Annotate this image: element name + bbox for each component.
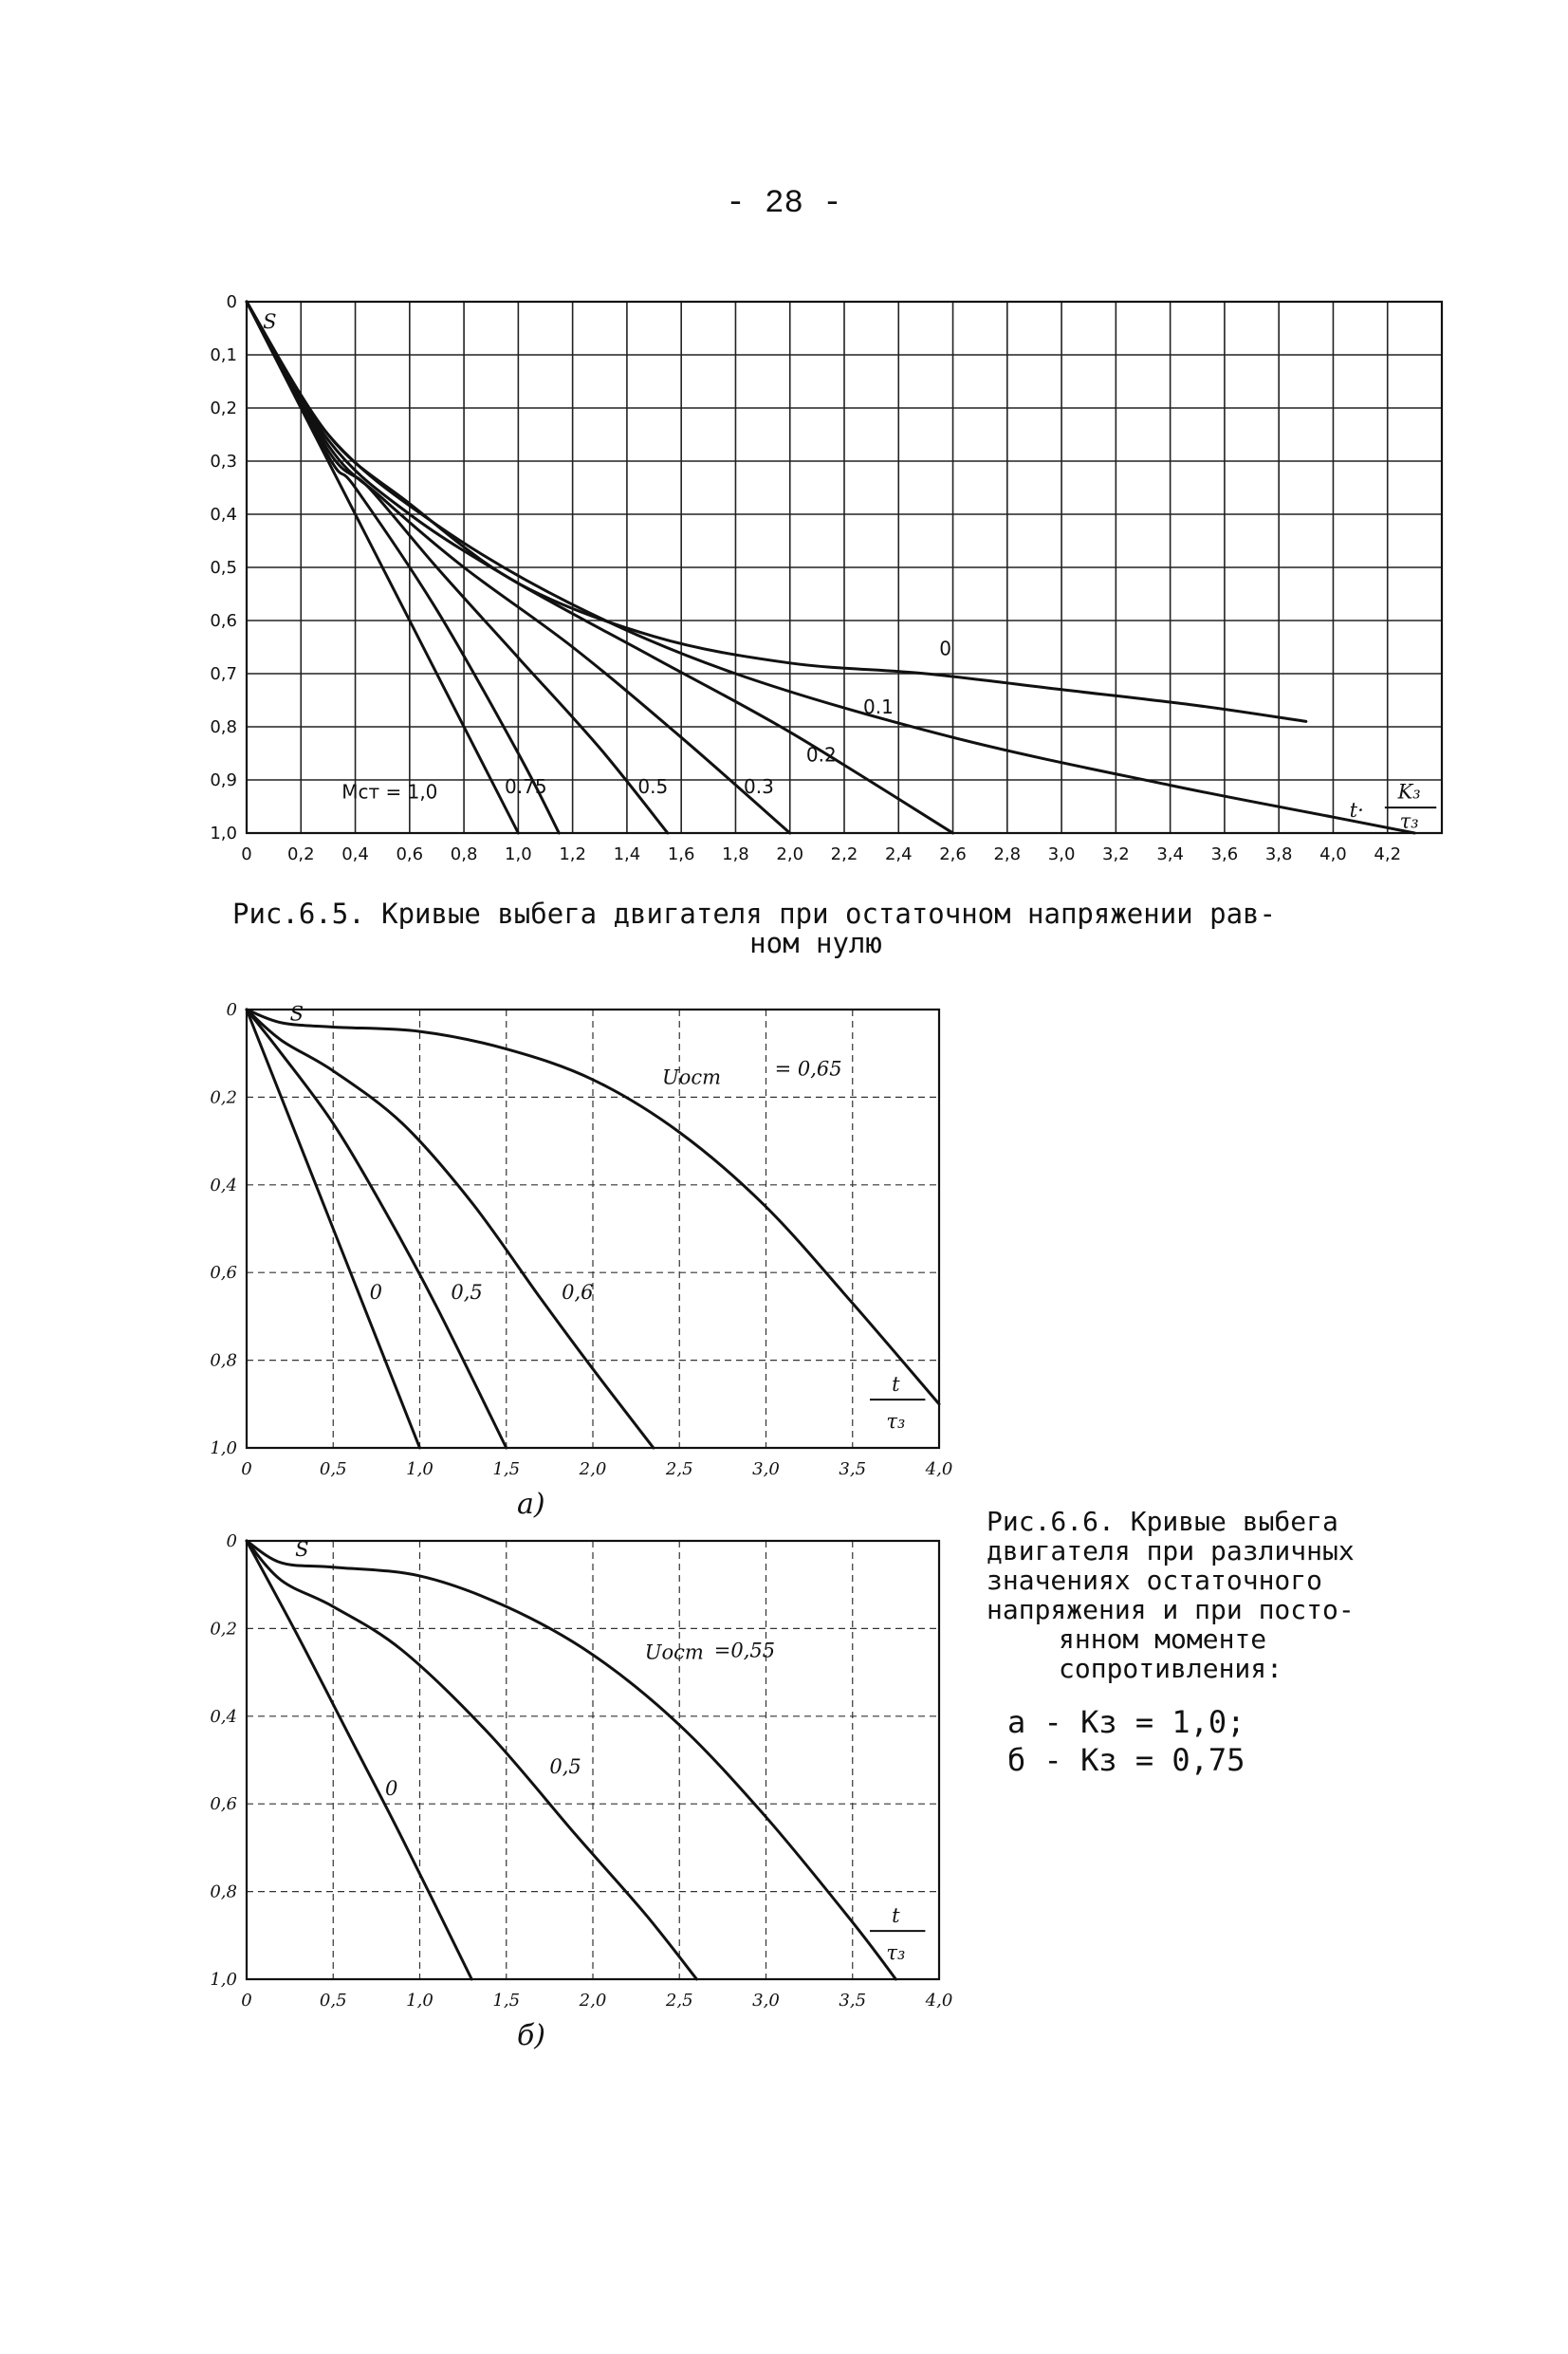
x-tick-label: 0,2 bbox=[286, 844, 315, 864]
x-tick-label: 3,5 bbox=[839, 1459, 867, 1479]
curve-label: 0,6 bbox=[562, 1280, 594, 1304]
y-tick-label: 0,4 bbox=[210, 505, 237, 525]
curve-label: 0.2 bbox=[805, 743, 837, 767]
y-axis-label: S bbox=[289, 1002, 304, 1026]
x-axis-label: t· bbox=[1349, 799, 1364, 823]
curve-series bbox=[247, 1010, 507, 1448]
fig-6-6-caption-line: напряжения и при посто- bbox=[987, 1594, 1355, 1625]
x-tick-label: 3,2 bbox=[1102, 844, 1130, 864]
x-tick-label: 4,0 bbox=[925, 1459, 953, 1479]
x-tick-label: 0,4 bbox=[341, 844, 369, 864]
fig-6-6-caption-line: сопротивления: bbox=[1059, 1653, 1283, 1684]
fig-6-6a-sublabel: а) bbox=[517, 1488, 545, 1521]
page-number: - 28 - bbox=[726, 186, 842, 222]
curve-label: 0 bbox=[369, 1280, 382, 1304]
x-axis-fraction-numerator: t bbox=[892, 1372, 900, 1396]
curve-label: 0.3 bbox=[744, 775, 774, 798]
x-tick-label: 0,8 bbox=[450, 844, 478, 864]
curve-label: 0,5 bbox=[549, 1754, 581, 1778]
fig-6-5-caption-line-1: Рис.6.5. Кривые выбега двигателя при остаточном напряжении рав- bbox=[232, 898, 1276, 930]
x-tick-label: 0,5 bbox=[319, 1459, 347, 1479]
x-axis-fraction-denominator: τ₃ bbox=[886, 1410, 906, 1434]
y-tick-label: 0,8 bbox=[210, 1350, 237, 1371]
curve-label: 0 bbox=[939, 637, 951, 660]
x-tick-label: 1,0 bbox=[505, 844, 532, 864]
x-tick-label: 3,0 bbox=[1047, 844, 1076, 864]
y-tick-label: 0,6 bbox=[210, 611, 237, 631]
y-tick-label: 1,0 bbox=[210, 1970, 237, 1990]
uost-label: Uост bbox=[644, 1640, 704, 1664]
fig-6-5-chart bbox=[171, 285, 1499, 892]
y-tick-label: 0,6 bbox=[210, 1263, 237, 1284]
x-tick-label: 4,0 bbox=[925, 1991, 953, 2011]
x-tick-label: 0,5 bbox=[319, 1991, 347, 2011]
y-tick-label: 0,4 bbox=[210, 1175, 237, 1196]
fig-6-6-caption-line: Рис.6.6. Кривые выбега bbox=[987, 1506, 1338, 1537]
y-tick-label: 0 bbox=[226, 1531, 237, 1551]
grid-lines bbox=[247, 1541, 939, 1979]
curve-label: 0.1 bbox=[863, 695, 894, 718]
x-tick-label: 1,4 bbox=[613, 844, 641, 864]
y-tick-label: 0,5 bbox=[210, 558, 237, 578]
x-tick-label: 1,5 bbox=[492, 1459, 521, 1479]
x-tick-label: 2,5 bbox=[665, 1459, 693, 1479]
curve-series bbox=[247, 1541, 697, 1979]
y-tick-label: 0,2 bbox=[210, 1619, 237, 1640]
y-tick-label: 0,2 bbox=[210, 1087, 237, 1108]
y-tick-label: 1,0 bbox=[210, 1438, 237, 1458]
x-tick-label: 2,0 bbox=[776, 844, 804, 864]
x-tick-label: 2,2 bbox=[830, 844, 858, 864]
x-axis-fraction-numerator: K₃ bbox=[1397, 780, 1421, 804]
fig-6-6a-chart bbox=[199, 987, 958, 1499]
y-axis-label: S bbox=[295, 1538, 309, 1562]
x-axis-fraction-denominator: τ₃ bbox=[1399, 809, 1419, 833]
fig-6-5-caption bbox=[232, 899, 1447, 958]
x-axis-fraction-numerator: t bbox=[892, 1903, 900, 1927]
x-tick-label: 0 bbox=[241, 1991, 252, 2011]
grid-lines bbox=[247, 302, 1442, 833]
y-axis-label: S bbox=[263, 310, 277, 333]
x-tick-label: 2,0 bbox=[579, 1991, 607, 2011]
y-tick-label: 0,3 bbox=[210, 452, 237, 472]
x-tick-label: 1,0 bbox=[406, 1991, 434, 2011]
x-tick-label: 0 bbox=[241, 1459, 252, 1479]
y-tick-label: 0,1 bbox=[210, 345, 237, 365]
fig-6-6b-chart bbox=[199, 1518, 958, 2030]
curve-label: 0,5 bbox=[451, 1280, 483, 1304]
uost-value: = 0,65 bbox=[774, 1057, 842, 1081]
x-tick-label: 3,5 bbox=[839, 1991, 867, 2011]
curve-label: 0 bbox=[385, 1776, 398, 1800]
x-tick-label: 1,8 bbox=[722, 844, 749, 864]
y-tick-label: 0,7 bbox=[210, 664, 237, 684]
x-tick-label: 1,6 bbox=[667, 844, 695, 864]
y-tick-label: 0,9 bbox=[210, 770, 237, 790]
x-tick-label: 3,0 bbox=[752, 1459, 780, 1479]
x-tick-label: 3,8 bbox=[1264, 844, 1293, 864]
fig-6-6-caption bbox=[987, 1507, 1518, 1683]
y-tick-label: 0 bbox=[226, 292, 237, 312]
y-tick-label: 0,4 bbox=[210, 1706, 237, 1727]
x-tick-label: 1,2 bbox=[559, 844, 586, 864]
x-tick-label: 2,5 bbox=[665, 1991, 693, 2011]
fig-6-6-variant-b: б - Кз = 0,75 bbox=[1007, 1742, 1245, 1778]
x-tick-label: 2,4 bbox=[884, 844, 913, 864]
y-tick-label: 0 bbox=[226, 1000, 237, 1020]
x-tick-label: 2,6 bbox=[939, 844, 967, 864]
fig-6-6-caption-line: значениях остаточного bbox=[987, 1565, 1323, 1596]
x-tick-label: 0,6 bbox=[396, 844, 424, 864]
x-tick-label: 4,2 bbox=[1374, 844, 1402, 864]
x-tick-label: 2,8 bbox=[993, 844, 1022, 864]
curve-label: 0.5 bbox=[637, 775, 669, 798]
fig-6-6-caption-line: двигателя при различных bbox=[987, 1535, 1355, 1566]
x-tick-label: 3,6 bbox=[1210, 844, 1239, 864]
fig-6-6-caption-line: янном моменте bbox=[1059, 1623, 1267, 1655]
x-tick-label: 3,4 bbox=[1156, 844, 1184, 864]
y-tick-label: 0,6 bbox=[210, 1794, 237, 1815]
x-tick-label: 4,0 bbox=[1319, 844, 1347, 864]
curve-series bbox=[247, 1541, 471, 1979]
y-tick-label: 0,8 bbox=[210, 717, 237, 737]
mst-label: Mст = 1,0 bbox=[341, 780, 438, 804]
uost-value: =0,55 bbox=[713, 1639, 776, 1662]
x-tick-label: 0 bbox=[241, 844, 252, 864]
fig-6-6-variant-a: а - Кз = 1,0; bbox=[1007, 1704, 1245, 1740]
y-tick-label: 0,2 bbox=[210, 399, 237, 418]
y-tick-label: 0,8 bbox=[210, 1881, 237, 1902]
fig-6-5-caption-line-2: ном нулю bbox=[749, 927, 882, 959]
curve-label: 0.75 bbox=[505, 775, 547, 798]
uost-label: Uост bbox=[662, 1066, 722, 1089]
x-tick-label: 3,0 bbox=[752, 1991, 780, 2011]
fig-6-6b-sublabel: б) bbox=[517, 2019, 546, 2052]
x-tick-label: 1,0 bbox=[406, 1459, 434, 1479]
x-tick-label: 2,0 bbox=[579, 1459, 607, 1479]
x-axis-fraction-denominator: τ₃ bbox=[886, 1941, 906, 1965]
x-tick-label: 1,5 bbox=[492, 1991, 521, 2011]
y-tick-label: 1,0 bbox=[210, 824, 237, 843]
